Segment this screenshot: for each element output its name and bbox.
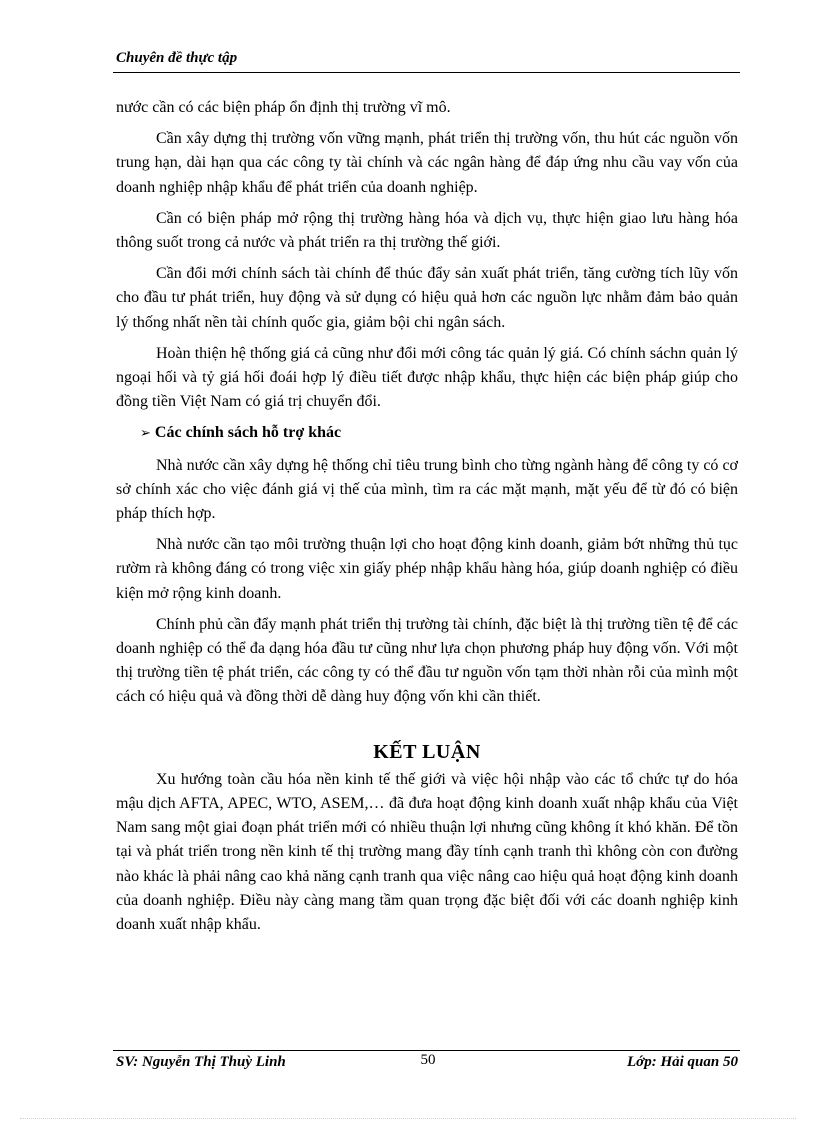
paragraph: Cần xây dựng thị trường vốn vững mạnh, phát triển thị trường vốn, thu hút các nguồn vốn trung hạn, dài hạn qua các công ty tài chính và các ngân hàng để đáp ứng nhu cầu vay vốn của doanh nghiệp nhập khẩu để phát triển của doanh nghiệp. xyxy=(116,130,738,196)
paragraph: Hoàn thiện hệ thống giá cả cũng như đổi mới công tác quản lý giá. Có chính sáchn quản lý ngoại hối và tỷ giá hối đoái hợp lý điều tiết được nhập khẩu, thực hiện các biện pháp giúp cho đồng tiền Việt Nam có giá trị chuyển đổi. xyxy=(116,344,738,411)
section-subheading xyxy=(116,421,738,446)
conclusion-heading: KẾT LUẬN xyxy=(373,740,481,763)
footer-class: Lớp: Hải quan 50 xyxy=(627,1054,738,1070)
footer-student-name: SV: Nguyễn Thị Thuỳ Linh xyxy=(116,1054,286,1070)
page-bottom-edge xyxy=(20,1118,796,1119)
subheading-text: Các chính sách hỗ trợ khác xyxy=(154,424,342,442)
paragraph: Nhà nước cần xây dựng hệ thống chỉ tiêu trung bình cho từng ngành hàng để công ty có cơ sở chính xác cho việc đánh giá vị thế của mình, tìm ra các mặt mạnh, mặt yếu để từ đó có biện pháp thích hợp. xyxy=(116,456,738,523)
page-number: 50 xyxy=(420,1052,436,1068)
paragraph: nước cần có các biện pháp ổn định thị trường vĩ mô. xyxy=(116,99,451,116)
conclusion-paragraph: Xu hướng toàn cầu hóa nền kinh tế thế giới và việc hội nhập vào các tổ chức tự do hóa mậu dịch AFTA, APEC, WTO, ASEM,… đã đưa hoạt động kinh doanh xuất nhập khẩu của Việt Nam sang một giai đoạn phát triển mới có nhiều thuận lợi nhưng cũng không ít khó khăn. Để tồn tại và phát triển trong nền kinh tế thị trường mang đầy tính cạnh tranh thì không còn con đường nào khác là phải nâng cao khả năng cạnh tranh qua việc nâng cao hiệu quả hoạt động kinh doanh của doanh nghiệp. Điều này càng mang tầm quan trọng đặc biệt đối với các doanh nghiệp kinh doanh xuất nhập khẩu. xyxy=(116,770,738,934)
paragraph: Cần có biện pháp mở rộng thị trường hàng hóa và dịch vụ, thực hiện giao lưu hàng hóa thông suốt trong cả nước và phát triển ra thị trường thế giới. xyxy=(116,209,738,252)
arrow-bullet-icon: ➢ xyxy=(140,426,151,442)
document-body xyxy=(116,96,738,944)
paragraph: Cần đổi mới chính sách tài chính để thúc đẩy sản xuất phát triển, tăng cường tích lũy vốn cho đầu tư phát triển, huy động và sử dụng có hiệu quả hơn các nguồn lực nhằm đảm bảo quản lý thống nhất nền tài chính quốc gia, giảm bội chi ngân sách. xyxy=(116,265,738,331)
footer-divider xyxy=(113,1050,740,1051)
paragraph: Nhà nước cần tạo môi trường thuận lợi cho hoạt động kinh doanh, giảm bớt những thủ tục rườm rà không đáng có trong việc xin giấy phép nhập khẩu hàng hóa, giúp doanh nghiệp có điều kiện mở rộng kinh doanh. xyxy=(116,536,738,602)
header-title: Chuyên đề thực tập xyxy=(116,50,238,66)
paragraph: Chính phủ cần đẩy mạnh phát triển thị trường tài chính, đặc biệt là thị trường tiền tệ để các doanh nghiệp có thể đa dạng hóa đầu tư cũng như lựa chọn phương pháp huy động vốn. Với một thị trường tiền tệ phát triển, các công ty có thể đầu tư nguồn vốn tạm thời nhàn rỗi của mình một cách có hiệu quả và đồng thời dễ dàng huy động vốn khi cần thiết. xyxy=(116,615,738,706)
header-divider xyxy=(113,72,740,73)
